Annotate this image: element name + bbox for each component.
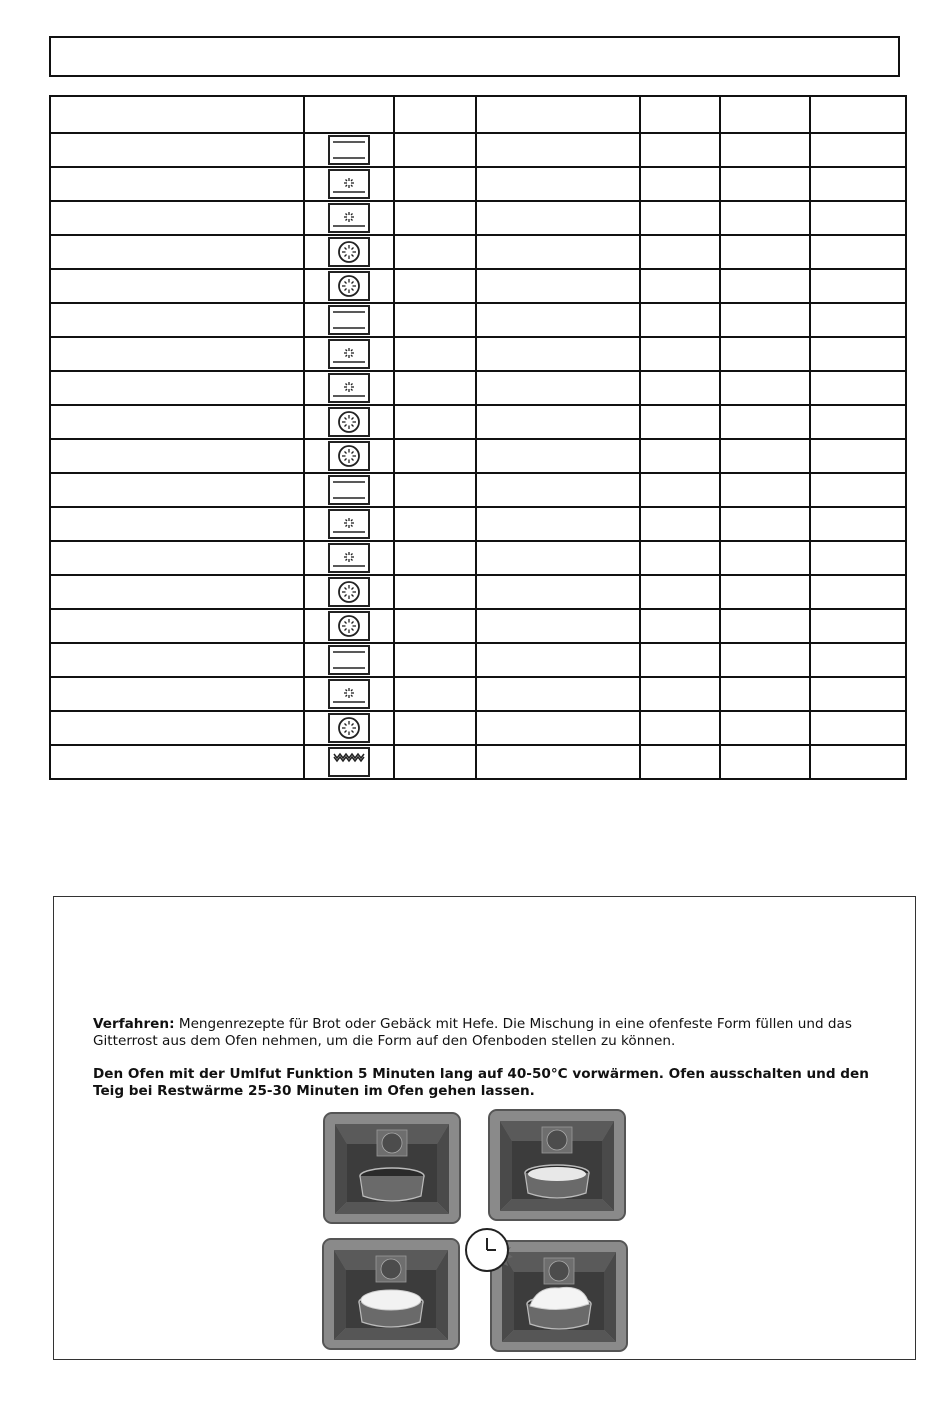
table-row	[50, 269, 906, 303]
table-cell	[476, 473, 640, 507]
proofing-info-box	[53, 896, 916, 1360]
table-cell	[394, 201, 476, 235]
oven-mode-cell	[304, 167, 394, 201]
table-cell	[50, 473, 304, 507]
table-cell	[720, 643, 810, 677]
instruction-text: Den Ofen mit der Umlfut Funktion 5 Minuten lang auf 40-50°C vorwärmen. Ofen ausschalten und den Teig bei Restwärme 25-30 Minuten im Ofen gehen lassen.	[93, 1066, 869, 1099]
table-cell	[720, 337, 810, 371]
fan-heat-icon	[327, 508, 371, 540]
table-cell	[810, 711, 906, 745]
table-row	[50, 609, 906, 643]
table-title-box	[49, 36, 900, 77]
table-cell	[50, 609, 304, 643]
table-cell	[640, 235, 720, 269]
table-row	[50, 677, 906, 711]
cooking-table	[49, 95, 907, 780]
convection-fan-icon	[327, 610, 371, 642]
table-cell	[394, 473, 476, 507]
table-cell	[50, 575, 304, 609]
table-cell	[640, 371, 720, 405]
table-cell	[476, 269, 640, 303]
oven-mode-cell	[304, 337, 394, 371]
table-cell	[394, 303, 476, 337]
table-row	[50, 235, 906, 269]
table-cell	[476, 609, 640, 643]
oven-mode-cell	[304, 303, 394, 337]
oven-mode-cell	[304, 575, 394, 609]
table-cell	[720, 575, 810, 609]
table-cell	[394, 133, 476, 167]
table-cell	[640, 507, 720, 541]
oven-mode-cell	[304, 405, 394, 439]
fan-heat-icon	[327, 372, 371, 404]
fan-heat-icon	[327, 678, 371, 710]
header-cell	[640, 96, 720, 133]
oven-mode-cell	[304, 473, 394, 507]
oven-mode-cell	[304, 677, 394, 711]
table-cell	[640, 269, 720, 303]
header-cell	[810, 96, 906, 133]
table-cell	[640, 473, 720, 507]
procedure-text	[93, 1016, 883, 1050]
oven-photo-empty-bowl	[323, 1112, 461, 1224]
table-row	[50, 167, 906, 201]
table-cell	[476, 677, 640, 711]
table-cell	[810, 541, 906, 575]
fan-heat-icon	[327, 168, 371, 200]
table-cell	[640, 303, 720, 337]
table-cell	[476, 337, 640, 371]
table-cell	[394, 643, 476, 677]
table-row	[50, 133, 906, 167]
table-cell	[50, 541, 304, 575]
oven-mode-cell	[304, 643, 394, 677]
table-cell	[810, 609, 906, 643]
table-cell	[810, 745, 906, 779]
convection-fan-icon	[327, 712, 371, 744]
table-header-row	[50, 96, 906, 133]
convection-fan-icon	[327, 236, 371, 268]
table-cell	[394, 439, 476, 473]
clock-icon	[463, 1225, 513, 1275]
convection-fan-icon	[327, 270, 371, 302]
table-cell	[720, 269, 810, 303]
table-row	[50, 541, 906, 575]
oven-mode-cell	[304, 133, 394, 167]
table-row	[50, 201, 906, 235]
oven-mode-cell	[304, 507, 394, 541]
header-cell	[394, 96, 476, 133]
table-cell	[640, 677, 720, 711]
table-cell	[720, 167, 810, 201]
table-cell	[476, 439, 640, 473]
convection-fan-icon	[327, 406, 371, 438]
convection-fan-icon	[327, 576, 371, 608]
fan-heat-icon	[327, 542, 371, 574]
table-cell	[720, 507, 810, 541]
table-cell	[810, 677, 906, 711]
table-cell	[640, 745, 720, 779]
table-cell	[640, 575, 720, 609]
table-row	[50, 371, 906, 405]
table-cell	[50, 371, 304, 405]
table-cell	[476, 643, 640, 677]
table-cell	[50, 745, 304, 779]
table-cell	[810, 133, 906, 167]
table-cell	[50, 643, 304, 677]
table-cell	[720, 133, 810, 167]
table-cell	[394, 575, 476, 609]
table-cell	[640, 711, 720, 745]
conventional-heat-icon	[327, 134, 371, 166]
oven-mode-cell	[304, 235, 394, 269]
table-cell	[640, 167, 720, 201]
table-cell	[640, 201, 720, 235]
table-cell	[394, 235, 476, 269]
table-cell	[476, 541, 640, 575]
conventional-heat-icon	[327, 304, 371, 336]
table-cell	[476, 575, 640, 609]
table-cell	[810, 235, 906, 269]
oven-mode-cell	[304, 711, 394, 745]
table-cell	[50, 235, 304, 269]
table-cell	[810, 167, 906, 201]
procedure-label: Verfahren:	[93, 1016, 175, 1032]
table-cell	[810, 507, 906, 541]
table-cell	[394, 507, 476, 541]
table-cell	[50, 439, 304, 473]
table-cell	[394, 541, 476, 575]
table-cell	[640, 541, 720, 575]
table-cell	[50, 167, 304, 201]
table-cell	[394, 677, 476, 711]
table-cell	[720, 303, 810, 337]
table-cell	[50, 405, 304, 439]
table-cell	[476, 167, 640, 201]
table-cell	[810, 269, 906, 303]
table-row	[50, 643, 906, 677]
table-cell	[640, 643, 720, 677]
fan-heat-icon	[327, 338, 371, 370]
table-cell	[640, 133, 720, 167]
oven-mode-cell	[304, 439, 394, 473]
table-cell	[50, 201, 304, 235]
table-cell	[394, 269, 476, 303]
fan-heat-icon	[327, 202, 371, 234]
table-cell	[50, 133, 304, 167]
table-cell	[720, 371, 810, 405]
table-cell	[476, 507, 640, 541]
conventional-heat-icon	[327, 474, 371, 506]
oven-mode-cell	[304, 745, 394, 779]
table-cell	[720, 439, 810, 473]
table-row	[50, 473, 906, 507]
table-cell	[476, 405, 640, 439]
convection-fan-icon	[327, 440, 371, 472]
table-cell	[476, 133, 640, 167]
table-cell	[394, 167, 476, 201]
table-row	[50, 575, 906, 609]
oven-mode-cell	[304, 201, 394, 235]
table-cell	[810, 643, 906, 677]
oven-photo-dough-bowl	[488, 1109, 626, 1221]
table-cell	[640, 439, 720, 473]
table-cell	[50, 711, 304, 745]
table-row	[50, 745, 906, 779]
table-cell	[476, 371, 640, 405]
table-cell	[810, 473, 906, 507]
table-row	[50, 507, 906, 541]
table-cell	[720, 235, 810, 269]
header-cell	[476, 96, 640, 133]
table-cell	[720, 677, 810, 711]
header-cell	[50, 96, 304, 133]
table-cell	[720, 711, 810, 745]
table-cell	[50, 269, 304, 303]
table-cell	[810, 371, 906, 405]
oven-photo-covered-bowl	[322, 1238, 460, 1350]
table-cell	[640, 405, 720, 439]
table-cell	[810, 303, 906, 337]
table-cell	[394, 745, 476, 779]
table-row	[50, 439, 906, 473]
table-row	[50, 711, 906, 745]
table-cell	[476, 711, 640, 745]
table-cell	[810, 201, 906, 235]
table-cell	[810, 439, 906, 473]
table-cell	[394, 371, 476, 405]
table-cell	[50, 677, 304, 711]
table-cell	[50, 337, 304, 371]
header-cell	[720, 96, 810, 133]
table-cell	[50, 303, 304, 337]
grill-icon	[327, 746, 371, 778]
table-cell	[394, 337, 476, 371]
table-cell	[720, 745, 810, 779]
table-cell	[394, 711, 476, 745]
conventional-heat-icon	[327, 644, 371, 676]
table-cell	[394, 405, 476, 439]
table-cell	[476, 201, 640, 235]
header-cell	[304, 96, 394, 133]
table-cell	[50, 507, 304, 541]
table-cell	[640, 609, 720, 643]
table-row	[50, 303, 906, 337]
table-cell	[394, 609, 476, 643]
table-cell	[476, 745, 640, 779]
table-cell	[720, 473, 810, 507]
table-cell	[476, 303, 640, 337]
table-cell	[720, 405, 810, 439]
table-cell	[810, 405, 906, 439]
oven-mode-cell	[304, 269, 394, 303]
table-cell	[720, 609, 810, 643]
table-cell	[720, 541, 810, 575]
table-cell	[810, 337, 906, 371]
table-row	[50, 405, 906, 439]
oven-mode-cell	[304, 541, 394, 575]
table-cell	[476, 235, 640, 269]
table-cell	[640, 337, 720, 371]
procedure-body: Mengenrezepte für Brot oder Gebäck mit Hefe. Die Mischung in eine ofenfeste Form füllen und das Gitterrost aus dem Ofen nehmen, um die Form auf den Ofenboden stellen zu können.	[93, 1016, 852, 1049]
oven-mode-cell	[304, 609, 394, 643]
oven-mode-cell	[304, 371, 394, 405]
table-cell	[720, 201, 810, 235]
table-cell	[810, 575, 906, 609]
table-row	[50, 337, 906, 371]
